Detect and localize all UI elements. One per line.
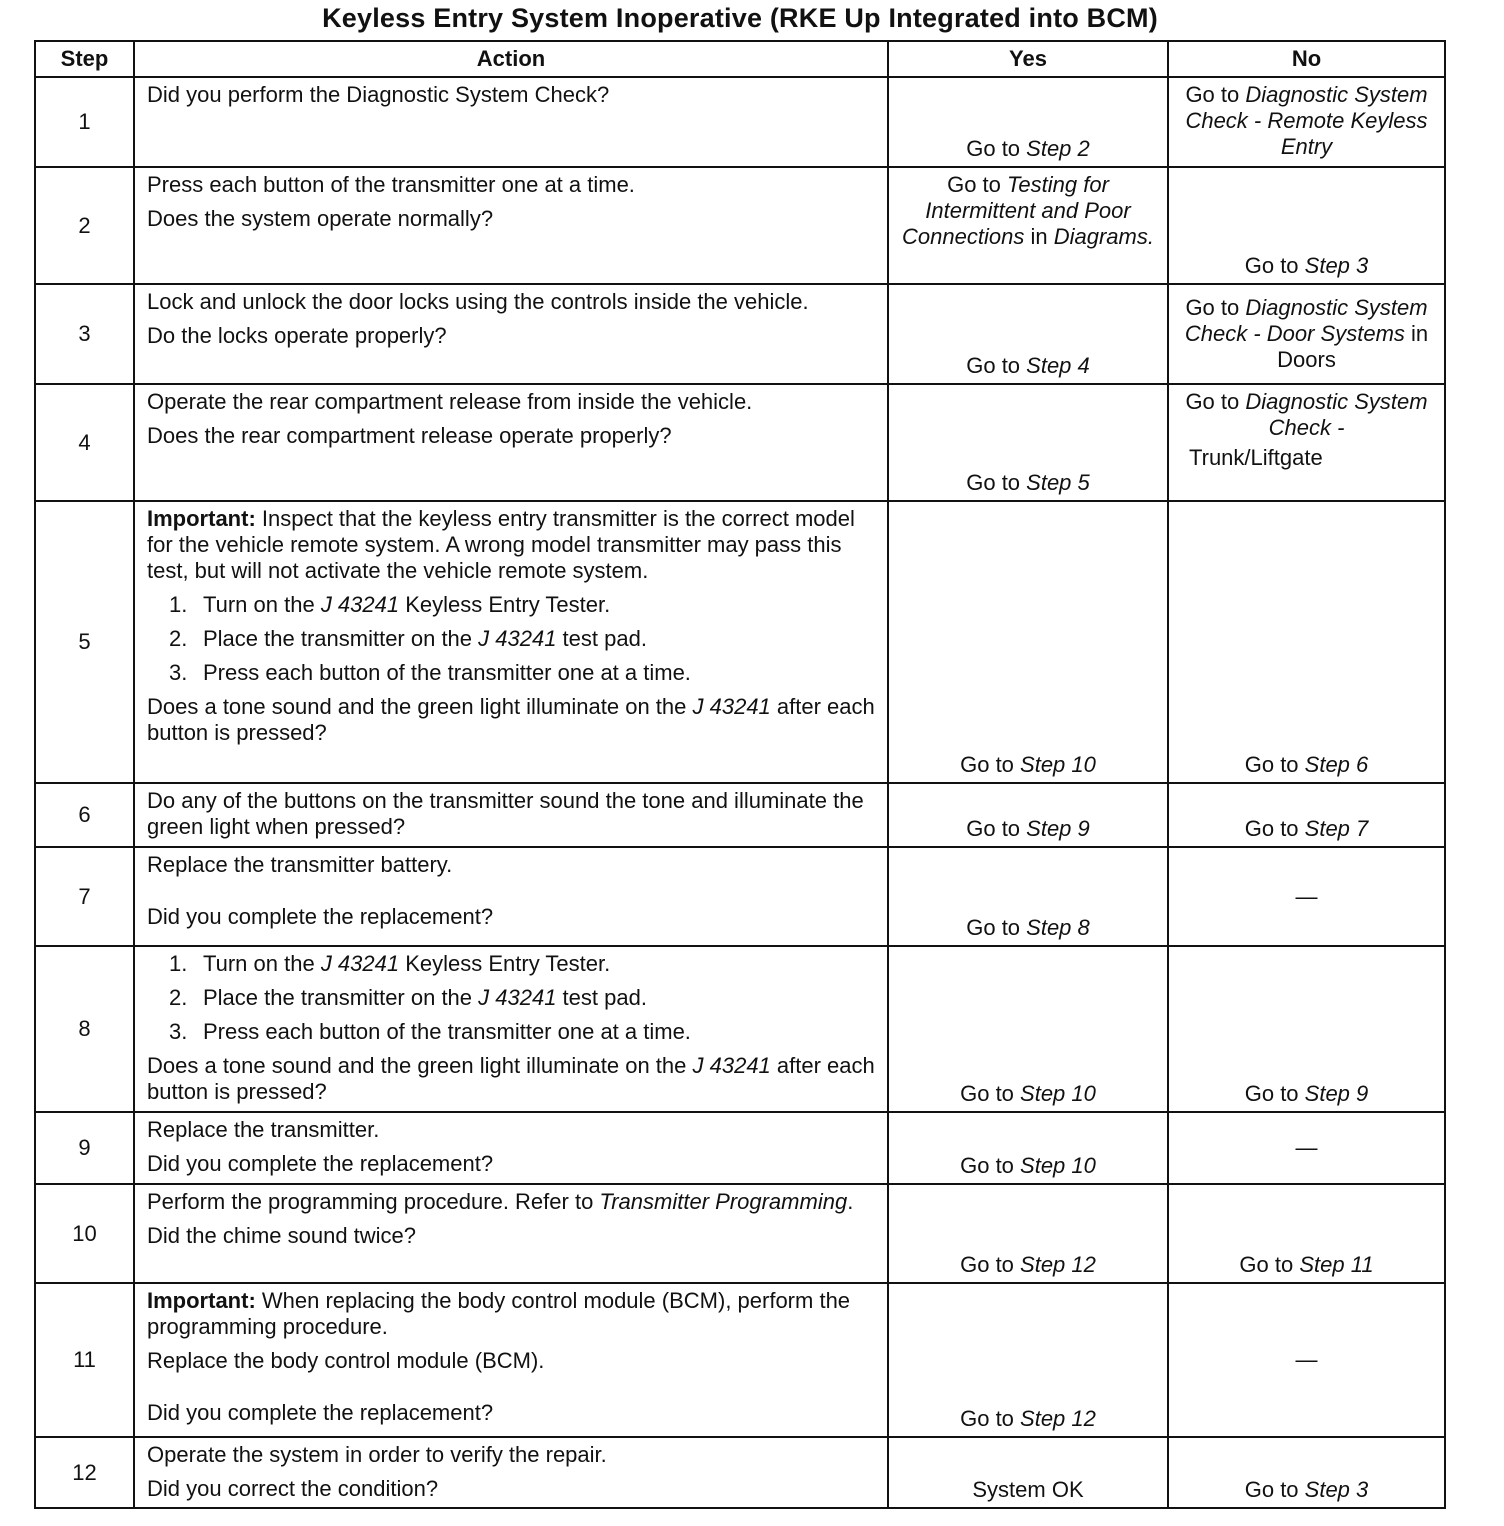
step-number: 4 <box>35 384 134 501</box>
step-link[interactable]: Step 5 <box>1026 470 1090 495</box>
step-link[interactable]: Step 9 <box>1304 1081 1369 1106</box>
step-number: 2 <box>35 167 134 284</box>
step-link[interactable]: Step 2 <box>1026 136 1090 161</box>
no-cell: Go to Step 3 <box>1168 1437 1445 1508</box>
yes-cell: Go to Step 10 <box>888 1112 1168 1184</box>
action-cell: Important: When replacing the body control module (BCM), perform the programming procedure. Replace the body control module (BCM). Did you complete the replacement? <box>134 1283 888 1437</box>
table-row <box>35 1283 1445 1437</box>
step-number: 7 <box>35 847 134 946</box>
step-number: 10 <box>35 1184 134 1283</box>
procedure-link[interactable]: Diagnostic System Check - Remote Keyless Entry <box>1185 82 1428 159</box>
table-row <box>35 167 1445 284</box>
tool-ref: J 43241 <box>478 626 557 651</box>
step-number: 11 <box>35 1283 134 1437</box>
table-row <box>35 847 1445 946</box>
table-row <box>35 284 1445 384</box>
action-cell: Do any of the buttons on the transmitter sound the tone and illuminate the green light when pressed? <box>134 783 888 847</box>
step-link[interactable]: Step 10 <box>1020 1153 1096 1178</box>
action-cell <box>134 946 888 1112</box>
step-link[interactable]: Step 8 <box>1026 915 1090 940</box>
list-item: 3. Press each button of the transmitter one at a time. <box>169 1019 691 1044</box>
header-action: Action <box>134 41 888 77</box>
no-cell: Go to Step 6 <box>1168 501 1445 783</box>
action-cell: Press each button of the transmitter one at a time. Does the system operate normally? <box>134 167 888 284</box>
list-item: 3. Press each button of the transmitter one at a time. <box>169 660 691 685</box>
tool-ref: J 43241 <box>478 985 557 1010</box>
table-header-row <box>35 41 1445 77</box>
table-row <box>35 1184 1445 1283</box>
yes-cell: Go to Step 10 <box>888 946 1168 1112</box>
step-number: 1 <box>35 77 134 167</box>
list-item: 2. Place the transmitter on the J 43241 test pad. <box>169 985 647 1010</box>
no-cell: Go to Diagnostic System Check - Door Systems in Doors <box>1168 284 1445 384</box>
step-link[interactable]: Step 9 <box>1026 816 1090 841</box>
procedure-link[interactable]: Transmitter Programming <box>599 1189 848 1214</box>
no-cell: Go to Step 11 <box>1168 1184 1445 1283</box>
header-step: Step <box>35 41 134 77</box>
procedure-link[interactable]: Diagnostic System Check - Door Systems <box>1184 295 1428 346</box>
yes-cell: Go to Step 9 <box>888 783 1168 847</box>
step-link[interactable]: Step 3 <box>1304 1477 1369 1502</box>
no-cell: — <box>1168 1283 1445 1437</box>
yes-cell: Go to Testing for Intermittent and Poor Connections in Diagrams. <box>888 167 1168 284</box>
manual-link[interactable]: Diagrams. <box>1053 224 1154 249</box>
yes-cell: Go to Step 8 <box>888 847 1168 946</box>
table-row <box>35 1112 1445 1184</box>
list-item: 2. Place the transmitter on the J 43241 test pad. <box>169 626 647 651</box>
action-cell: Replace the transmitter battery. Did you complete the replacement? <box>134 847 888 946</box>
step-link[interactable]: Step 3 <box>1304 253 1369 278</box>
table-row <box>35 946 1445 1112</box>
no-cell: Go to Step 7 <box>1168 783 1445 847</box>
yes-cell: Go to Step 5 <box>888 384 1168 501</box>
list-item: 1. Turn on the J 43241 Keyless Entry Tester. <box>169 592 611 617</box>
step-link[interactable]: Step 12 <box>1020 1406 1096 1431</box>
yes-cell: Go to Step 2 <box>888 77 1168 167</box>
tool-ref: J 43241 <box>320 951 400 976</box>
yes-cell: Go to Step 12 <box>888 1283 1168 1437</box>
yes-cell: System OK <box>888 1437 1168 1508</box>
step-link[interactable]: Step 10 <box>1020 1081 1096 1106</box>
page-title: Keyless Entry System Inoperative (RKE Up Integrated into BCM) <box>322 3 1158 33</box>
procedure-link[interactable]: Testing for Intermittent and Poor Connections <box>902 172 1131 249</box>
step-number: 9 <box>35 1112 134 1184</box>
header-yes: Yes <box>888 41 1168 77</box>
step-link[interactable]: Step 6 <box>1304 752 1369 777</box>
action-cell <box>134 501 888 783</box>
no-cell: Go to Step 9 <box>1168 946 1445 1112</box>
step-link[interactable]: Step 11 <box>1299 1252 1374 1277</box>
diagnostic-table <box>34 40 1446 1509</box>
no-cell: — <box>1168 1112 1445 1184</box>
step-number: 5 <box>35 501 134 783</box>
step-number: 8 <box>35 946 134 1112</box>
step-link[interactable]: Step 12 <box>1020 1252 1096 1277</box>
table-row <box>35 1437 1445 1508</box>
action-cell: Operate the system in order to verify the repair. Did you correct the condition? <box>134 1437 888 1508</box>
tool-ref: J 43241 <box>320 592 400 617</box>
action-cell <box>134 77 888 167</box>
no-cell: Go to Diagnostic System Check - Remote Keyless Entry <box>1168 77 1445 167</box>
no-cell: — <box>1168 847 1445 946</box>
step-link[interactable]: Step 7 <box>1304 816 1369 841</box>
no-cell: Go to Diagnostic System Check - Trunk/Liftgate <box>1168 384 1445 501</box>
step-number: 12 <box>35 1437 134 1508</box>
step-link[interactable]: Step 10 <box>1020 752 1096 777</box>
table-row <box>35 783 1445 847</box>
procedure-link[interactable]: Diagnostic System Check - <box>1245 389 1428 440</box>
yes-cell: Go to Step 4 <box>888 284 1168 384</box>
step-link[interactable]: Step 4 <box>1026 353 1090 378</box>
action-text: Did you perform the Diagnostic System Check? <box>147 82 610 107</box>
yes-cell: Go to Step 12 <box>888 1184 1168 1283</box>
important-note: Important: Inspect that the keyless entry transmitter is the correct model for the vehicle remote system. A wrong model transmitter may pass this test, but will not activate the vehicle remote system. <box>147 506 855 583</box>
question-text: Does a tone sound and the green light illuminate on the J 43241 after each button is pressed? <box>147 1053 875 1104</box>
step-number: 6 <box>35 783 134 847</box>
action-cell: Operate the rear compartment release from inside the vehicle. Does the rear compartment release operate properly? <box>134 384 888 501</box>
header-no: No <box>1168 41 1445 77</box>
step-number: 3 <box>35 284 134 384</box>
action-cell: Lock and unlock the door locks using the controls inside the vehicle. Do the locks operate properly? <box>134 284 888 384</box>
table-row <box>35 384 1445 501</box>
list-item: 1. Turn on the J 43241 Keyless Entry Tester. <box>169 951 611 976</box>
yes-cell: Go to Step 10 <box>888 501 1168 783</box>
action-cell: Replace the transmitter. Did you complete the replacement? <box>134 1112 888 1184</box>
action-cell: Perform the programming procedure. Refer to Transmitter Programming. Did the chime sound twice? <box>134 1184 888 1283</box>
table-row <box>35 77 1445 167</box>
question-text: Does a tone sound and the green light illuminate on the J 43241 after each button is pressed? <box>147 694 875 745</box>
table-row <box>35 501 1445 783</box>
no-cell: Go to Step 3 <box>1168 167 1445 284</box>
important-note: Important: When replacing the body control module (BCM), perform the programming procedure. <box>147 1288 851 1339</box>
